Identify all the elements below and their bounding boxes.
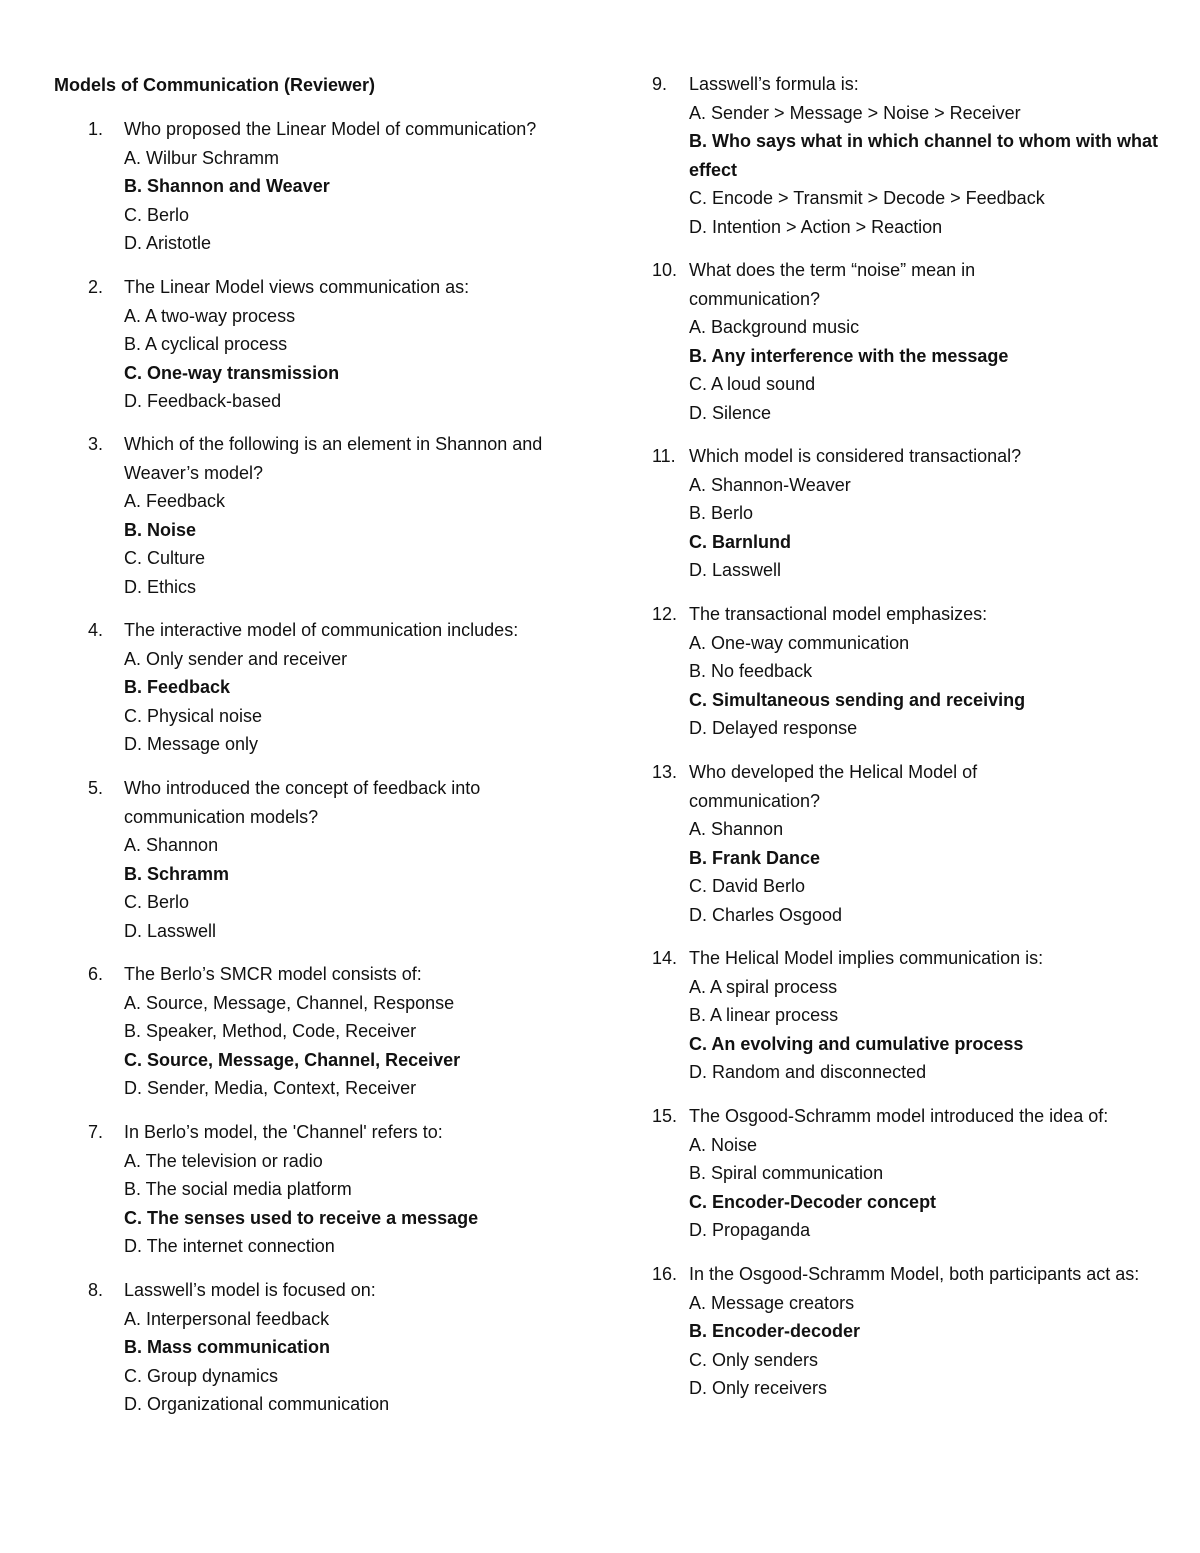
answer-option: D. Sender, Media, Context, Receiver: [124, 1078, 417, 1098]
question-body: [124, 616, 594, 759]
answer-option: A. Only sender and receiver: [124, 648, 348, 669]
answer-option: A. Wilbur Schramm: [124, 147, 280, 168]
answer-option: B. Berlo: [689, 503, 754, 523]
question-stem: Who introduced the concept of feedback into communication models?: [124, 778, 481, 827]
page-title: Models of Communication (Reviewer): [54, 75, 376, 95]
answer-option-correct: B. Schramm: [124, 863, 230, 884]
question-number: 5.: [88, 778, 104, 798]
question-stem: The Berlo’s SMCR model consists of:: [124, 964, 422, 984]
question-body: [689, 442, 1159, 585]
question-number: 8.: [88, 1280, 104, 1300]
question-stem: Lasswell’s model is focused on:: [124, 1280, 376, 1300]
question-stem: Who proposed the Linear Model of communication?: [124, 119, 537, 139]
answer-option: A. Interpersonal feedback: [124, 1308, 330, 1329]
question-number: 7.: [88, 1122, 104, 1142]
question-body: [689, 1260, 1159, 1403]
answer-option: B. The social media platform: [124, 1179, 352, 1199]
answer-option: D. Lasswell: [689, 560, 782, 580]
answer-option: D. Charles Osgood: [689, 904, 843, 925]
question-number: 9.: [652, 74, 668, 94]
question-stem: The interactive model of communication includes:: [124, 620, 519, 640]
answer-option: C. Encode > Transmit > Decode > Feedback: [689, 188, 1045, 208]
question-body: [689, 758, 1025, 929]
question-stem: The Helical Model implies communication is:: [689, 948, 1044, 968]
question-body: [124, 115, 594, 258]
answer-option-correct: B. Who says what in which channel to whom with what effect: [689, 131, 1159, 180]
answer-option: A. Shannon-Weaver: [689, 474, 851, 495]
question-stem: In Berlo’s model, the 'Channel' refers to:: [124, 1122, 443, 1142]
answer-option: A. Background music: [689, 317, 860, 337]
answer-option: C. Berlo: [124, 204, 190, 225]
question-number: 1.: [88, 119, 104, 139]
question-number: 10.: [652, 260, 678, 280]
answer-option: D. Organizational communication: [124, 1394, 390, 1414]
answer-option: D. Aristotle: [124, 233, 212, 253]
answer-option: A. A two-way process: [124, 305, 296, 326]
answer-option: A. Shannon: [689, 819, 784, 839]
answer-option: A. Noise: [689, 1134, 758, 1155]
question-number: 13.: [652, 762, 678, 782]
answer-option: B. A cyclical process: [124, 334, 288, 354]
answer-option: D. Intention > Action > Reaction: [689, 216, 943, 237]
question-body: [124, 430, 594, 601]
answer-option: A. The television or radio: [124, 1150, 323, 1171]
answer-option-correct: B. Feedback: [124, 677, 231, 697]
answer-option: B. No feedback: [689, 661, 813, 681]
question-number: 16.: [652, 1264, 678, 1284]
answer-option: C. David Berlo: [689, 876, 806, 896]
question-number: 4.: [88, 620, 104, 640]
answer-option-correct: C. Source, Message, Channel, Receiver: [124, 1049, 461, 1070]
answer-option-correct: B. Encoder-decoder: [689, 1321, 861, 1341]
answer-option: A. A spiral process: [689, 976, 838, 997]
question-number: 12.: [652, 604, 678, 624]
answer-option-correct: B. Mass communication: [124, 1337, 331, 1357]
question-stem: The transactional model emphasizes:: [689, 604, 988, 624]
answer-option: C. A loud sound: [689, 374, 816, 394]
answer-option: C. Only senders: [689, 1349, 819, 1370]
answer-option: C. Berlo: [124, 892, 190, 912]
answer-option: D. Propaganda: [689, 1220, 811, 1240]
question-body: [689, 600, 1159, 743]
question-stem: The Osgood-Schramm model introduced the idea of:: [689, 1106, 1109, 1126]
answer-option: D. The internet connection: [124, 1236, 335, 1256]
question-stem: Which model is considered transactional?: [689, 446, 1022, 466]
answer-option: B. Spiral communication: [689, 1163, 884, 1183]
answer-option-correct: B. Frank Dance: [689, 847, 821, 868]
question-body: [124, 1276, 594, 1419]
answer-option-correct: C. The senses used to receive a message: [124, 1207, 479, 1228]
answer-option: C. Physical noise: [124, 705, 263, 726]
answer-option: D. Message only: [124, 734, 259, 754]
answer-option: A. Feedback: [124, 491, 226, 511]
question-body: [689, 1102, 1159, 1245]
answer-option-correct: B. Any interference with the message: [689, 345, 1009, 366]
question-body: [689, 944, 1159, 1087]
question-stem: The Linear Model views communication as:: [124, 277, 470, 297]
question-body: [124, 960, 594, 1103]
question-number: 14.: [652, 948, 678, 968]
answer-option-correct: B. Noise: [124, 519, 197, 540]
answer-option: A. Sender > Message > Noise > Receiver: [689, 102, 1021, 123]
question-body: [124, 273, 594, 416]
answer-option: D. Silence: [689, 402, 772, 423]
question-body: [689, 70, 1159, 241]
question-number: 3.: [88, 434, 104, 454]
question-number: 11.: [652, 446, 676, 466]
answer-option-correct: C. An evolving and cumulative process: [689, 1033, 1024, 1054]
answer-option-correct: C. Barnlund: [689, 531, 791, 552]
question-stem: In the Osgood-Schramm Model, both participants act as:: [689, 1264, 1140, 1284]
answer-option: A. Message creators: [689, 1292, 855, 1313]
answer-option-correct: C. Encoder-Decoder concept: [689, 1191, 937, 1212]
answer-option: B. A linear process: [689, 1005, 839, 1025]
question-stem: Which of the following is an element in Shannon and Weaver’s model?: [124, 434, 543, 483]
answer-option: A. Shannon: [124, 835, 219, 855]
question-body: [689, 256, 1025, 427]
answer-option: B. Speaker, Method, Code, Receiver: [124, 1021, 417, 1041]
answer-option: D. Random and disconnected: [689, 1062, 927, 1082]
question-number: 2.: [88, 277, 104, 297]
question-stem: Lasswell’s formula is:: [689, 74, 859, 94]
answer-option: D. Only receivers: [689, 1378, 828, 1398]
answer-option: D. Lasswell: [124, 920, 217, 941]
answer-option-correct: B. Shannon and Weaver: [124, 176, 330, 196]
answer-option: A. One-way communication: [689, 632, 910, 653]
question-stem: Who developed the Helical Model of communication?: [689, 762, 978, 811]
question-body: [124, 1118, 594, 1261]
answer-option-correct: C. One-way transmission: [124, 362, 340, 383]
answer-option: C. Culture: [124, 548, 206, 568]
question-body: [124, 774, 594, 945]
answer-option: D. Delayed response: [689, 718, 858, 738]
question-stem: What does the term “noise” mean in communication?: [689, 260, 976, 309]
answer-option: D. Feedback-based: [124, 391, 282, 411]
answer-option-correct: C. Simultaneous sending and receiving: [689, 689, 1026, 710]
answer-option: D. Ethics: [124, 576, 197, 597]
answer-option: C. Group dynamics: [124, 1365, 279, 1386]
question-number: 15.: [652, 1106, 678, 1126]
answer-option: A. Source, Message, Channel, Response: [124, 992, 455, 1013]
question-number: 6.: [88, 964, 104, 984]
